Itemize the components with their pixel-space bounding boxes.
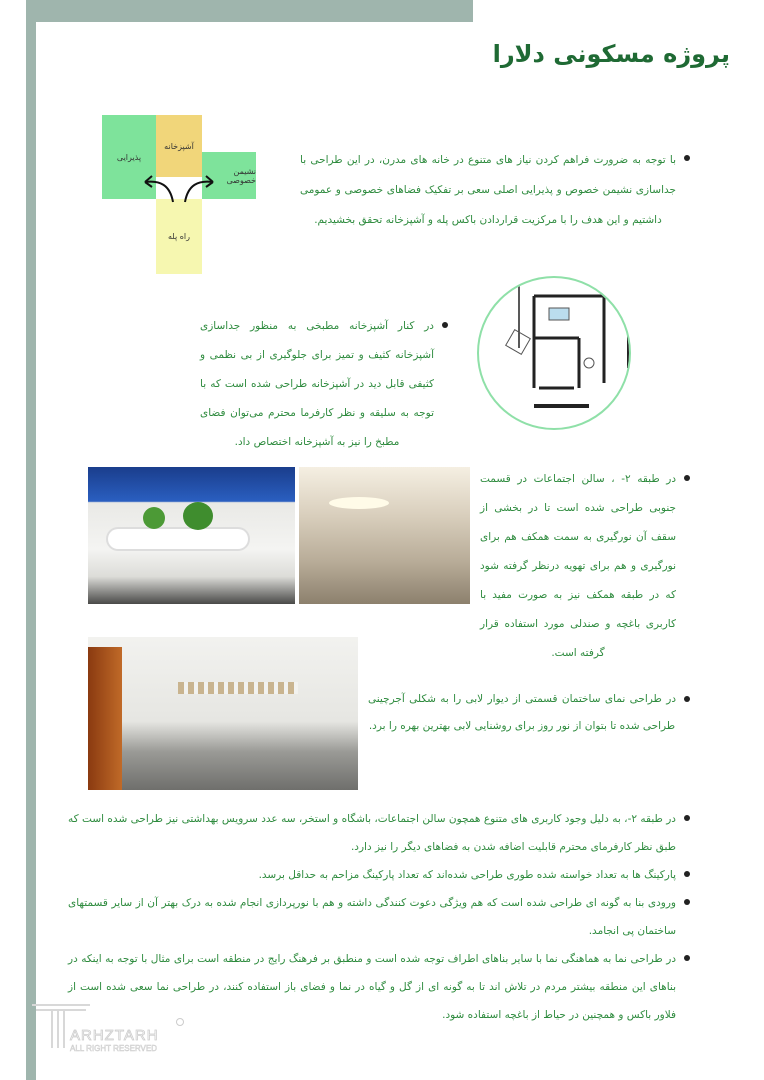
paragraph-text: در طبقه ۲- ، سالن اجتماعات در قسمت جنوبی طراحی شده است تا در بخشی از سقف آن نورگیری به سمت همکف هم برای نورگیری و هم برای تهویه درنظر گرفته شود که در طبقه همکف نیز به صورت مفید با کاربری باغچه و صندلی مورد استفاده قرار گرفته است. (480, 465, 690, 668)
arrows-icon (140, 170, 220, 210)
lobby-photo (88, 637, 358, 790)
list-item: پارکینگ ها به تعداد خواسته شده طوری طراحی شده‌اند که تعداد پارکینگ مزاحم به حداقل برسد. (68, 861, 690, 889)
diagram-reception: پذیرایی (102, 115, 156, 199)
planter-box (108, 529, 248, 549)
wooden-door (88, 647, 122, 790)
logo-mark (30, 1000, 190, 1056)
brick-screen (178, 682, 298, 694)
plan-drawing (479, 278, 629, 428)
logo (30, 1000, 190, 1056)
diagram-private-living: نشیمن خصوصی (202, 152, 256, 199)
svg-text:ARHZTARH: ARHZTARH (70, 1027, 159, 1044)
paragraph-kitchen (200, 312, 448, 457)
courtyard-photo (88, 467, 295, 604)
kitchen-plan-image (477, 276, 631, 430)
list-item: در طراحی نما به هماهنگی نما با سایر بناهای اطراف توجه شده است و منطبق بر فرهنگ رایج در منطقه است برای مثال با توجه به اینکه در بناهای این منطقه بیشتر مردم در تلاش اند تا به گونه ای از گل و گیاه در نما و فضای باز استفاده کنند، در طراحی نما سعی شده است از فلاور باکس و همچنین در حیاط از باغچه استفاده شود. (68, 945, 690, 1029)
bullet-list (68, 805, 690, 1029)
list-item: در طبقه ۲-، به دلیل وجود کاربری های متنوع همچون سالن اجتماعات، باشگاه و استخر، سه عدد سرویس بهداشتی نیز طراحی شده است که طبق نظر کارفرمای محترم قابلیت اضافه شدن به فضاهای دیگر را نیز دارد. (68, 805, 690, 861)
paragraph-text: در کنار آشپزخانه مطبخی به منظور جداسازی آشپزخانه کثیف و تمیز برای جلوگیری از بی نظمی و کثیفی قابل دید در آشپزخانه طراحی شده است که با توجه به سلیقه و نظر کارفرما محترم می‌توان فضای مطبخ را نیز به آشپزخانه اختصاص داد. (200, 312, 448, 457)
paragraph-text: با توجه به ضرورت فراهم کردن نیاز های متنوع در خانه های مدرن، در این طراحی با جداسازی نشیمن خصوص و پذیرایی اصلی سعی بر تفکیک فضاهای خصوصی و عمومی داشتیم و این هدف را با مرکزیت قراردادن باکس پله و آشپزخانه تحقق بخشیدیم. (300, 145, 690, 235)
tree (183, 502, 213, 530)
paragraph-facade-lobby (368, 686, 690, 740)
svg-text:ALL RIGHT RESERVED: ALL RIGHT RESERVED (70, 1044, 157, 1053)
skylight-hall-photo (299, 467, 470, 604)
diagram-stair: راه پله (156, 199, 202, 274)
list-item: ورودی بنا به گونه ای طراحی شده است که هم ویژگی دعوت کنندگی داشته و هم با نورپردازی انجام شده به درک بهتر آن از سایر قسمتهای ساختمان پی انجامد. (68, 889, 690, 945)
top-frame-bar (26, 0, 473, 22)
page-title: پروژه مسکونی دلارا (492, 40, 730, 68)
tree (143, 507, 165, 529)
paragraph-text: در طراحی نمای ساختمان قسمتی از دیوار لابی را به شکلی آجرچینی طراحی شده تا بتوان از نور روز برای روشنایی لابی بهترین بهره را برد. (368, 686, 690, 740)
diagram-kitchen: آشپزخانه (156, 115, 202, 177)
left-frame-bar (26, 0, 36, 1080)
paragraph-layout (300, 145, 690, 235)
paragraph-community-hall (480, 465, 690, 668)
skylight (329, 497, 389, 509)
